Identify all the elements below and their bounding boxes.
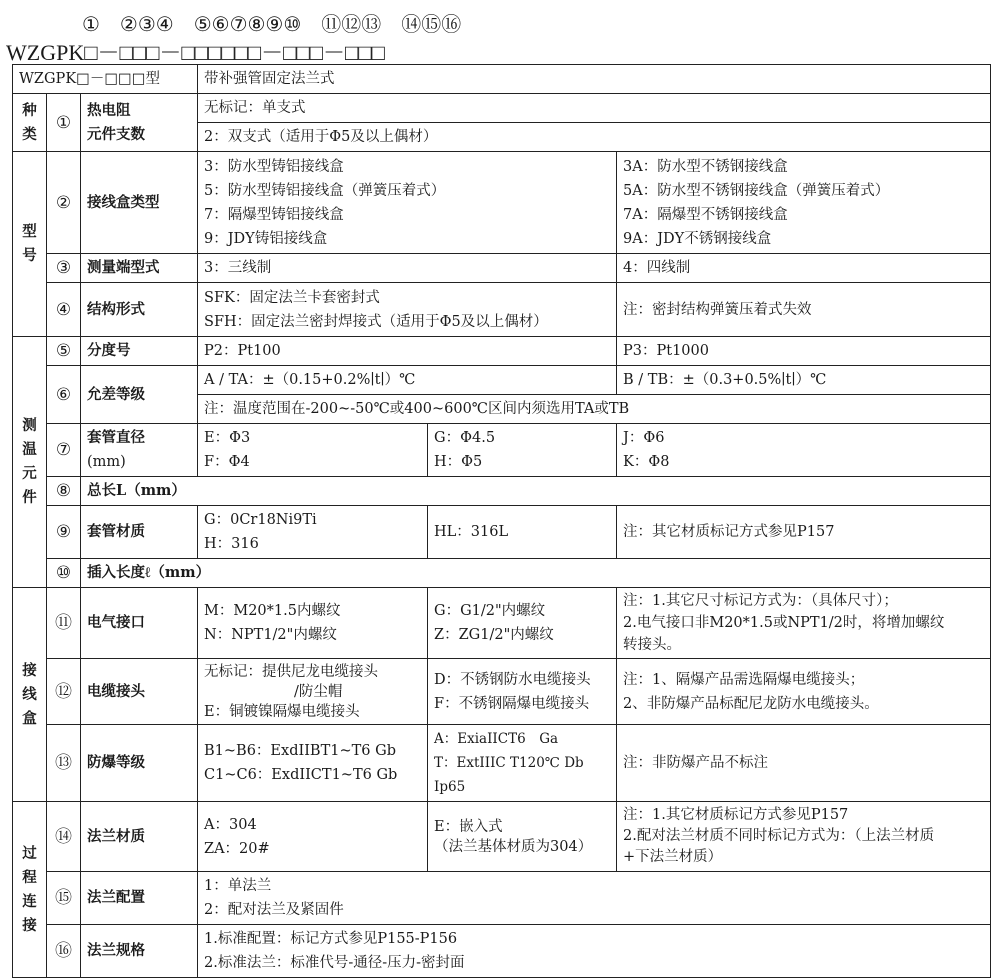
row-8 [13, 477, 991, 506]
option-list: G：Φ4.5 H：Φ5 [428, 424, 617, 477]
option: 无标记：单支式 [198, 94, 991, 123]
row-index: ⑦ [47, 424, 81, 477]
row-label: 热电阻 元件支数 [81, 94, 198, 152]
note: 注：密封结构弹簧压着式失效 [617, 283, 991, 337]
note: 注：温度范围在-200~-50℃或400~600℃区间内须选用TA或TB [198, 395, 991, 424]
row-label: 套管直径 (mm) [81, 424, 198, 477]
model-name: WZGPK□－□□□型 [13, 65, 198, 94]
row-label: 法兰规格 [81, 925, 198, 978]
option-list: D：不锈钢防水电缆接头 F：不锈钢隔爆电缆接头 [428, 659, 617, 725]
row-label: 测量端型式 [81, 254, 198, 283]
row-label: 允差等级 [81, 366, 198, 424]
option: P3：Pt1000 [617, 337, 991, 366]
option-list: A：ExiaIICT6 Ga T：ExtIIIC T120℃ Db Ip65 [428, 725, 617, 802]
row-13 [13, 725, 991, 802]
option-list: 无标记：提供尼龙电缆接头 /防尘帽 E：铜镀镍隔爆电缆接头 [198, 659, 428, 725]
option-list: G：0Cr18Ni9Ti H：316 [198, 506, 428, 559]
row-label: 电气接口 [81, 588, 198, 659]
model-code-header [0, 0, 1000, 66]
row-label: 防爆等级 [81, 725, 198, 802]
row-index: ⑧ [47, 477, 81, 506]
row-5 [13, 337, 991, 366]
row-index: ⑨ [47, 506, 81, 559]
note: 注：1.其它材质标记方式参见P157 2.配对法兰材质不同时标记方式为：（上法兰材质 +下法兰材质） [617, 802, 991, 872]
row-label: 插入长度ℓ（mm） [81, 559, 991, 588]
row-index: ⑥ [47, 366, 81, 424]
row-index: ⑮ [47, 872, 81, 925]
option-list: 3A：防水型不锈钢接线盒 5A：防水型不锈钢接线盒（弹簧压着式） 7A：隔爆型不锈钢接线盒 9A：JDY不锈钢接线盒 [617, 152, 991, 254]
row-10 [13, 559, 991, 588]
option-list: A：304 ZA：20# [198, 802, 428, 872]
row-2 [13, 152, 991, 254]
row-index: ② [47, 152, 81, 254]
row-index: ⑩ [47, 559, 81, 588]
row-9 [13, 506, 991, 559]
option-list: E：Φ3 F：Φ4 [198, 424, 428, 477]
row-label: 接线盒类型 [81, 152, 198, 254]
row-15 [13, 872, 991, 925]
option: HL：316L [428, 506, 617, 559]
option-list: 1：单法兰 2：配对法兰及紧固件 [198, 872, 991, 925]
row-12 [13, 659, 991, 725]
row-index: ⑬ [47, 725, 81, 802]
category-model: 型 号 [13, 152, 47, 337]
spec-table [12, 64, 991, 978]
option: 2：双支式（适用于Φ5及以上偶材） [198, 123, 991, 152]
category-junction-box: 接 线 盒 [13, 588, 47, 802]
row-label: 结构形式 [81, 283, 198, 337]
option: B / TB：±（0.3+0.5%∣t∣）℃ [617, 366, 991, 395]
row-index: ⑪ [47, 588, 81, 659]
row-label: 套管材质 [81, 506, 198, 559]
note: 注：1.其它尺寸标记方式为：（具体尺寸）； 2.电气接口非M20*1.5或NPT1/2时，将增加螺纹 转接头。 [617, 588, 991, 659]
option-list: 3：防水型铸铝接线盒 5：防水型铸铝接线盒（弹簧压着式） 7：隔爆型铸铝接线盒 9：JDY铸铝接线盒 [198, 152, 617, 254]
row-label: 总长L（mm） [81, 477, 991, 506]
model-row [13, 65, 991, 94]
model-code-pattern: WZGPK□－□□□－□□□□□□－□□□－□□□ [6, 40, 385, 65]
category-process-connection: 过 程 连 接 [13, 802, 47, 978]
row-7 [13, 424, 991, 477]
row-index: ③ [47, 254, 81, 283]
row-index: ⑭ [47, 802, 81, 872]
option: 3：三线制 [198, 254, 617, 283]
option: P2：Pt100 [198, 337, 617, 366]
row-1 [13, 94, 991, 123]
option-list: E：嵌入式 （法兰基体材质为304） [428, 802, 617, 872]
category-element: 测 温 元 件 [13, 337, 47, 588]
row-index: ⑤ [47, 337, 81, 366]
row-index: ⑫ [47, 659, 81, 725]
row-label: 法兰材质 [81, 802, 198, 872]
note: 注：非防爆产品不标注 [617, 725, 991, 802]
option-list: 1.标准配置：标记方式参见P155-P156 2.标准法兰：标准代号-通径-压力-密封面 [198, 925, 991, 978]
note: 注：1、隔爆产品需选隔爆电缆接头； 2、非防爆产品标配尼龙防水电缆接头。 [617, 659, 991, 725]
row-16 [13, 925, 991, 978]
row-3 [13, 254, 991, 283]
option-list: J：Φ6 K：Φ8 [617, 424, 991, 477]
row-14 [13, 802, 991, 872]
option-list: B1~B6：ExdIIBT1~T6 Gb C1~C6：ExdIICT1~T6 Gb [198, 725, 428, 802]
row-11 [13, 588, 991, 659]
option-list: G：G1/2"内螺纹 Z：ZG1/2"内螺纹 [428, 588, 617, 659]
row-4 [13, 283, 991, 337]
model-desc: 带补强管固定法兰式 [198, 65, 991, 94]
position-numbers: ① ②③④ ⑤⑥⑦⑧⑨⑩ ⑪⑫⑬ ⑭⑮⑯ [82, 12, 462, 36]
row-label: 法兰配置 [81, 872, 198, 925]
option-list: M：M20*1.5内螺纹 N：NPT1/2"内螺纹 [198, 588, 428, 659]
option: A / TA：±（0.15+0.2%∣t∣）℃ [198, 366, 617, 395]
row-index: ① [47, 94, 81, 152]
category-type: 种类 [13, 94, 47, 152]
row-label: 分度号 [81, 337, 198, 366]
option-list: SFK：固定法兰卡套密封式 SFH：固定法兰密封焊接式（适用于Φ5及以上偶材） [198, 283, 617, 337]
row-index: ⑯ [47, 925, 81, 978]
row-index: ④ [47, 283, 81, 337]
option: 4：四线制 [617, 254, 991, 283]
row-label: 电缆接头 [81, 659, 198, 725]
note: 注：其它材质标记方式参见P157 [617, 506, 991, 559]
row-6 [13, 366, 991, 395]
